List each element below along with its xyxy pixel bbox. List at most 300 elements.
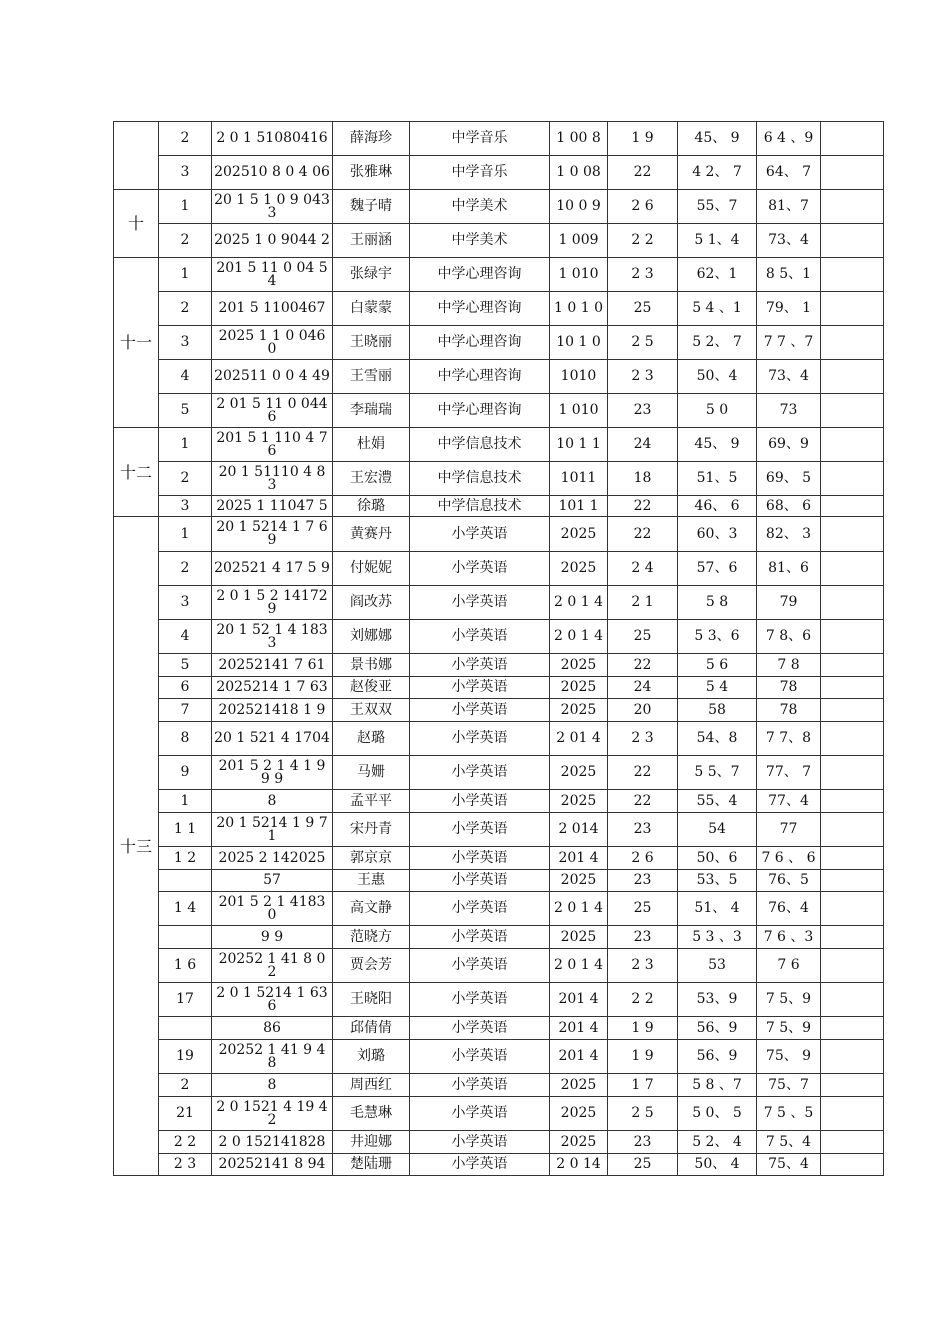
subject-cell: 小学英语 [410, 722, 550, 756]
subject-cell: 小学英语 [410, 620, 550, 654]
group-label-cell [114, 122, 159, 190]
subject-cell: 中学心理咨询 [410, 326, 550, 360]
remark-cell [821, 292, 884, 326]
age-cell: 2 2 [608, 983, 678, 1017]
subject-cell: 小学英语 [410, 1154, 550, 1176]
table-row [114, 699, 884, 722]
age-cell: 2 3 [608, 722, 678, 756]
registration-id-cell: 86 [212, 1017, 333, 1040]
table-row [114, 654, 884, 677]
subject-code-cell: 1 0 08 [550, 156, 608, 190]
row-number-cell: 1 [159, 517, 212, 552]
table-row [114, 790, 884, 813]
written-score-cell: 5 3 、3 [678, 926, 757, 949]
total-score-cell: 77 [757, 813, 821, 847]
age-cell: 25 [608, 620, 678, 654]
table-row [114, 360, 884, 394]
registration-id-cell: 2025 2 142025 [212, 847, 333, 870]
subject-cell: 小学英语 [410, 949, 550, 983]
row-number-cell: 3 [159, 496, 212, 517]
subject-cell: 小学英语 [410, 699, 550, 722]
total-score-cell: 81、7 [757, 190, 821, 224]
registration-id-cell: 20 1 51110 4 8 3 [212, 462, 333, 496]
total-score-cell: 68、 6 [757, 496, 821, 517]
total-score-cell: 7 7 、7 [757, 326, 821, 360]
table-row [114, 586, 884, 620]
age-cell: 2 1 [608, 586, 678, 620]
registration-id-cell: 20 1 5214 1 7 6 9 [212, 517, 333, 552]
table-row [114, 552, 884, 586]
row-number-cell: 2 [159, 224, 212, 258]
row-number-cell: 2 [159, 552, 212, 586]
remark-cell [821, 756, 884, 790]
age-cell: 2 5 [608, 1097, 678, 1131]
subject-code-cell: 2025 [550, 552, 608, 586]
name-cell: 张绿宇 [333, 258, 410, 292]
registration-id-cell: 2 0 1 5214 1 636 [212, 983, 333, 1017]
remark-cell [821, 677, 884, 699]
total-score-cell: 7 8、6 [757, 620, 821, 654]
registration-id-cell: 20 1 5214 1 9 71 [212, 813, 333, 847]
registration-id-cell: 202510 8 0 4 06 [212, 156, 333, 190]
subject-code-cell: 2 0 1 4 [550, 949, 608, 983]
remark-cell [821, 1131, 884, 1154]
remark-cell [821, 462, 884, 496]
written-score-cell: 60、3 [678, 517, 757, 552]
registration-id-cell: 2 0 152141828 [212, 1131, 333, 1154]
total-score-cell: 78 [757, 677, 821, 699]
registration-id-cell: 2 0 1521 4 19 4 2 [212, 1097, 333, 1131]
table-row [114, 1097, 884, 1131]
written-score-cell: 5 2、 4 [678, 1131, 757, 1154]
name-cell: 王惠 [333, 870, 410, 892]
row-number-cell: 2 [159, 122, 212, 156]
name-cell: 郭京京 [333, 847, 410, 870]
total-score-cell: 77、 7 [757, 756, 821, 790]
table-row [114, 677, 884, 699]
subject-code-cell: 2 0 1 4 [550, 586, 608, 620]
row-number-cell: 2 3 [159, 1154, 212, 1176]
subject-code-cell: 2025 [550, 699, 608, 722]
remark-cell [821, 1154, 884, 1176]
table-row [114, 813, 884, 847]
table-row [114, 462, 884, 496]
subject-cell: 小学英语 [410, 983, 550, 1017]
age-cell: 22 [608, 654, 678, 677]
subject-code-cell: 2025 [550, 654, 608, 677]
table-row [114, 870, 884, 892]
written-score-cell: 50、4 [678, 360, 757, 394]
table-row [114, 394, 884, 428]
remark-cell [821, 892, 884, 926]
registration-id-cell: 57 [212, 870, 333, 892]
subject-cell: 中学信息技术 [410, 496, 550, 517]
registration-id-cell: 202511 0 0 4 49 [212, 360, 333, 394]
name-cell: 井迎娜 [333, 1131, 410, 1154]
age-cell: 22 [608, 756, 678, 790]
remark-cell [821, 847, 884, 870]
name-cell: 阎改苏 [333, 586, 410, 620]
name-cell: 范晓方 [333, 926, 410, 949]
table-row [114, 258, 884, 292]
row-number-cell: 6 [159, 677, 212, 699]
subject-code-cell: 201 4 [550, 847, 608, 870]
written-score-cell: 4 2、 7 [678, 156, 757, 190]
table-row [114, 224, 884, 258]
written-score-cell: 46、 6 [678, 496, 757, 517]
registration-id-cell: 201 5 11 0 04 5 4 [212, 258, 333, 292]
remark-cell [821, 586, 884, 620]
name-cell: 马姗 [333, 756, 410, 790]
registration-id-cell: 20252141 7 61 [212, 654, 333, 677]
table-row [114, 190, 884, 224]
written-score-cell: 53、9 [678, 983, 757, 1017]
remark-cell [821, 654, 884, 677]
age-cell: 22 [608, 156, 678, 190]
table-row [114, 326, 884, 360]
registration-id-cell: 20252 1 41 8 0 2 [212, 949, 333, 983]
subject-cell: 小学英语 [410, 677, 550, 699]
subject-code-cell: 10 1 1 [550, 428, 608, 462]
age-cell: 25 [608, 1154, 678, 1176]
subject-cell: 小学英语 [410, 1074, 550, 1097]
subject-code-cell: 2025 [550, 1131, 608, 1154]
name-cell: 赵璐 [333, 722, 410, 756]
written-score-cell: 58 [678, 699, 757, 722]
row-number-cell: 1 [159, 258, 212, 292]
registration-id-cell: 202521 4 17 5 9 [212, 552, 333, 586]
row-number-cell: 21 [159, 1097, 212, 1131]
subject-cell: 中学音乐 [410, 122, 550, 156]
registration-id-cell: 20252141 8 94 [212, 1154, 333, 1176]
subject-cell: 小学英语 [410, 870, 550, 892]
subject-code-cell: 2 0 14 [550, 1154, 608, 1176]
name-cell: 周西红 [333, 1074, 410, 1097]
subject-cell: 中学美术 [410, 224, 550, 258]
row-number-cell: 17 [159, 983, 212, 1017]
written-score-cell: 57、6 [678, 552, 757, 586]
written-score-cell: 5 4 、1 [678, 292, 757, 326]
name-cell: 白蒙蒙 [333, 292, 410, 326]
name-cell: 王晓丽 [333, 326, 410, 360]
row-number-cell: 19 [159, 1040, 212, 1074]
age-cell: 23 [608, 870, 678, 892]
name-cell: 毛慧琳 [333, 1097, 410, 1131]
written-score-cell: 5 5、7 [678, 756, 757, 790]
registration-id-cell: 8 [212, 790, 333, 813]
subject-cell: 小学英语 [410, 517, 550, 552]
name-cell: 李瑞瑞 [333, 394, 410, 428]
row-number-cell: 2 [159, 1074, 212, 1097]
name-cell: 黄赛丹 [333, 517, 410, 552]
total-score-cell: 73 [757, 394, 821, 428]
total-score-cell: 69、9 [757, 428, 821, 462]
table-row [114, 496, 884, 517]
row-number-cell: 3 [159, 326, 212, 360]
registration-id-cell: 2 0 1 5 2 141729 [212, 586, 333, 620]
subject-code-cell: 101 1 [550, 496, 608, 517]
row-number-cell: 3 [159, 586, 212, 620]
total-score-cell: 81、6 [757, 552, 821, 586]
subject-code-cell: 1 00 8 [550, 122, 608, 156]
written-score-cell: 56、9 [678, 1017, 757, 1040]
registration-id-cell: 202521418 1 9 [212, 699, 333, 722]
subject-cell: 小学英语 [410, 1097, 550, 1131]
written-score-cell: 51、5 [678, 462, 757, 496]
total-score-cell: 73、4 [757, 360, 821, 394]
registration-id-cell: 201 5 1 110 4 7 6 [212, 428, 333, 462]
table-row [114, 122, 884, 156]
group-label-cell: 十一 [114, 258, 159, 428]
remark-cell [821, 813, 884, 847]
name-cell: 贾会芳 [333, 949, 410, 983]
registration-id-cell: 20 1 5 1 0 9 0433 [212, 190, 333, 224]
subject-cell: 中学信息技术 [410, 428, 550, 462]
subject-cell: 小学英语 [410, 654, 550, 677]
total-score-cell: 7 6 、3 [757, 926, 821, 949]
age-cell: 24 [608, 428, 678, 462]
registration-id-cell: 201 5 1100467 [212, 292, 333, 326]
total-score-cell: 76、4 [757, 892, 821, 926]
written-score-cell: 5 8 [678, 586, 757, 620]
remark-cell [821, 156, 884, 190]
age-cell: 2 6 [608, 190, 678, 224]
group-label-cell: 十 [114, 190, 159, 258]
age-cell: 2 3 [608, 360, 678, 394]
row-number-cell: 5 [159, 394, 212, 428]
written-score-cell: 45、 9 [678, 428, 757, 462]
total-score-cell: 7 7、8 [757, 722, 821, 756]
table-row [114, 892, 884, 926]
name-cell: 张雅琳 [333, 156, 410, 190]
subject-cell: 小学英语 [410, 1017, 550, 1040]
age-cell: 18 [608, 462, 678, 496]
written-score-cell: 5 6 [678, 654, 757, 677]
name-cell: 孟平平 [333, 790, 410, 813]
age-cell: 2 3 [608, 258, 678, 292]
remark-cell [821, 1097, 884, 1131]
row-number-cell: 4 [159, 620, 212, 654]
written-score-cell: 50、 4 [678, 1154, 757, 1176]
subject-cell: 中学心理咨询 [410, 292, 550, 326]
name-cell: 王宏澧 [333, 462, 410, 496]
registration-id-cell: 20 1 521 4 1704 [212, 722, 333, 756]
subject-code-cell: 1 010 [550, 258, 608, 292]
subject-code-cell: 2025 [550, 517, 608, 552]
subject-code-cell: 10 1 0 [550, 326, 608, 360]
age-cell: 22 [608, 517, 678, 552]
row-number-cell: 3 [159, 156, 212, 190]
row-number-cell: 1 [159, 190, 212, 224]
total-score-cell: 8 5、1 [757, 258, 821, 292]
subject-cell: 小学英语 [410, 552, 550, 586]
written-score-cell: 62、1 [678, 258, 757, 292]
written-score-cell: 5 2、 7 [678, 326, 757, 360]
name-cell: 高文静 [333, 892, 410, 926]
subject-code-cell: 1 009 [550, 224, 608, 258]
subject-code-cell: 1 010 [550, 394, 608, 428]
subject-code-cell: 2025 [550, 926, 608, 949]
table-row [114, 1074, 884, 1097]
table-row [114, 620, 884, 654]
age-cell: 23 [608, 1131, 678, 1154]
name-cell: 赵俊亚 [333, 677, 410, 699]
remark-cell [821, 224, 884, 258]
remark-cell [821, 620, 884, 654]
subject-cell: 小学英语 [410, 1040, 550, 1074]
subject-code-cell: 1 0 1 0 [550, 292, 608, 326]
total-score-cell: 78 [757, 699, 821, 722]
total-score-cell: 79、 1 [757, 292, 821, 326]
age-cell: 23 [608, 926, 678, 949]
remark-cell [821, 552, 884, 586]
remark-cell [821, 258, 884, 292]
subject-code-cell: 2 0 1 4 [550, 892, 608, 926]
name-cell: 王晓阳 [333, 983, 410, 1017]
row-number-cell: 7 [159, 699, 212, 722]
group-label-cell: 十三 [114, 517, 159, 1176]
registration-id-cell: 20252 1 41 9 4 8 [212, 1040, 333, 1074]
remark-cell [821, 122, 884, 156]
written-score-cell: 50、6 [678, 847, 757, 870]
written-score-cell: 5 3、6 [678, 620, 757, 654]
age-cell: 20 [608, 699, 678, 722]
written-score-cell: 5 1、4 [678, 224, 757, 258]
name-cell: 王雪丽 [333, 360, 410, 394]
name-cell: 刘娜娜 [333, 620, 410, 654]
table-row [114, 926, 884, 949]
total-score-cell: 7 5 、5 [757, 1097, 821, 1131]
subject-code-cell: 1010 [550, 360, 608, 394]
row-number-cell: 9 [159, 756, 212, 790]
age-cell: 24 [608, 677, 678, 699]
written-score-cell: 54 [678, 813, 757, 847]
row-number-cell: 2 [159, 292, 212, 326]
remark-cell [821, 1040, 884, 1074]
table-row [114, 1131, 884, 1154]
row-number-cell: 8 [159, 722, 212, 756]
table-row [114, 722, 884, 756]
remark-cell [821, 870, 884, 892]
subject-cell: 小学英语 [410, 892, 550, 926]
subject-cell: 中学心理咨询 [410, 258, 550, 292]
written-score-cell: 5 0 [678, 394, 757, 428]
total-score-cell: 7 5、9 [757, 1017, 821, 1040]
written-score-cell: 51、 4 [678, 892, 757, 926]
subject-code-cell: 2 0 1 4 [550, 620, 608, 654]
written-score-cell: 5 8 、7 [678, 1074, 757, 1097]
row-number-cell [159, 1017, 212, 1040]
subject-code-cell: 2 014 [550, 813, 608, 847]
table-row [114, 756, 884, 790]
written-score-cell: 53 [678, 949, 757, 983]
subject-cell: 小学英语 [410, 790, 550, 813]
name-cell: 杜娟 [333, 428, 410, 462]
table-row [114, 517, 884, 552]
subject-cell: 中学美术 [410, 190, 550, 224]
group-label-cell: 十二 [114, 428, 159, 517]
remark-cell [821, 1074, 884, 1097]
table-row [114, 292, 884, 326]
remark-cell [821, 699, 884, 722]
age-cell: 2 4 [608, 552, 678, 586]
registration-id-cell: 2 01 5 11 0 0446 [212, 394, 333, 428]
table-row [114, 847, 884, 870]
total-score-cell: 64、 7 [757, 156, 821, 190]
registration-id-cell: 8 [212, 1074, 333, 1097]
written-score-cell: 55、4 [678, 790, 757, 813]
subject-code-cell: 2025 [550, 1097, 608, 1131]
remark-cell [821, 428, 884, 462]
name-cell: 楚陆珊 [333, 1154, 410, 1176]
name-cell: 薛海珍 [333, 122, 410, 156]
subject-code-cell: 201 4 [550, 983, 608, 1017]
written-score-cell: 55、7 [678, 190, 757, 224]
remark-cell [821, 326, 884, 360]
row-number-cell: 4 [159, 360, 212, 394]
table-row [114, 983, 884, 1017]
row-number-cell: 2 2 [159, 1131, 212, 1154]
total-score-cell: 76、5 [757, 870, 821, 892]
registration-id-cell: 2025 1 11047 5 [212, 496, 333, 517]
row-number-cell [159, 870, 212, 892]
age-cell: 2 3 [608, 949, 678, 983]
registration-id-cell: 2025 1 0 9044 2 [212, 224, 333, 258]
subject-cell: 小学英语 [410, 756, 550, 790]
subject-cell: 中学心理咨询 [410, 360, 550, 394]
subject-cell: 小学英语 [410, 813, 550, 847]
written-score-cell: 56、9 [678, 1040, 757, 1074]
row-number-cell: 1 [159, 790, 212, 813]
subject-code-cell: 2025 [550, 790, 608, 813]
remark-cell [821, 496, 884, 517]
age-cell: 1 9 [608, 1017, 678, 1040]
score-table [113, 121, 884, 1176]
age-cell: 23 [608, 813, 678, 847]
registration-id-cell: 2 0 1 51080416 [212, 122, 333, 156]
age-cell: 1 9 [608, 1040, 678, 1074]
table-row [114, 1154, 884, 1176]
total-score-cell: 75、7 [757, 1074, 821, 1097]
name-cell: 王双双 [333, 699, 410, 722]
subject-code-cell: 201 4 [550, 1017, 608, 1040]
remark-cell [821, 190, 884, 224]
age-cell: 25 [608, 292, 678, 326]
written-score-cell: 45、 9 [678, 122, 757, 156]
subject-code-cell: 2025 [550, 870, 608, 892]
total-score-cell: 7 6 、 6 [757, 847, 821, 870]
subject-cell: 小学英语 [410, 1131, 550, 1154]
remark-cell [821, 1017, 884, 1040]
name-cell: 景书娜 [333, 654, 410, 677]
name-cell: 邱倩倩 [333, 1017, 410, 1040]
written-score-cell: 53、5 [678, 870, 757, 892]
row-number-cell: 1 1 [159, 813, 212, 847]
row-number-cell [159, 926, 212, 949]
name-cell: 魏子晴 [333, 190, 410, 224]
table-body [114, 122, 884, 1176]
total-score-cell: 73、4 [757, 224, 821, 258]
remark-cell [821, 517, 884, 552]
remark-cell [821, 790, 884, 813]
subject-code-cell: 2025 [550, 677, 608, 699]
written-score-cell: 54、8 [678, 722, 757, 756]
age-cell: 2 5 [608, 326, 678, 360]
total-score-cell: 7 5、4 [757, 1131, 821, 1154]
registration-id-cell: 9 9 [212, 926, 333, 949]
row-number-cell: 2 [159, 462, 212, 496]
registration-id-cell: 2025214 1 7 63 [212, 677, 333, 699]
